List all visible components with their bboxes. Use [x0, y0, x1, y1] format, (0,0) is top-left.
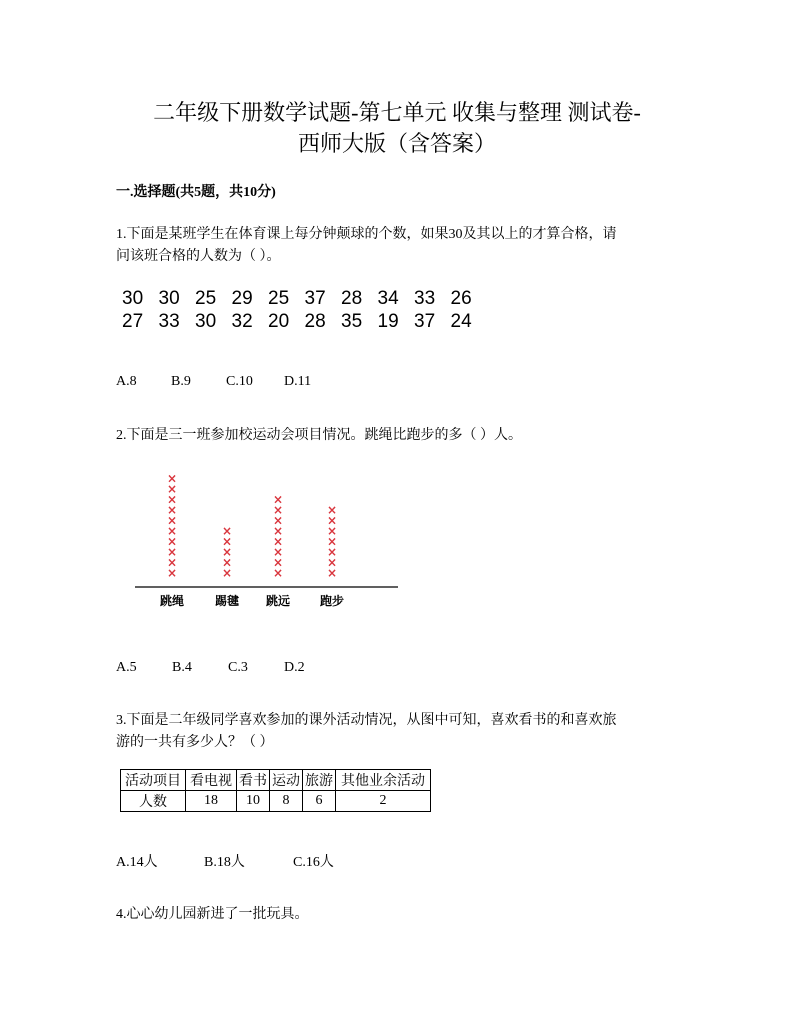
chart-category-label: 跑步	[319, 594, 345, 608]
chart-marker: ×	[326, 513, 338, 528]
chart-marker: ×	[166, 555, 178, 570]
number-cell: 33	[414, 288, 436, 309]
number-cell: 34	[377, 288, 399, 309]
number-cell: 28	[304, 311, 326, 332]
chart-marker: ×	[166, 524, 178, 538]
option-c[interactable]: C.16人	[293, 855, 334, 870]
chart-marker: ×	[272, 545, 284, 559]
question-1-options	[116, 374, 311, 390]
option-a[interactable]: A.14人	[116, 855, 158, 870]
table-cell: 2	[336, 791, 431, 812]
chart-category-label: 跳远	[265, 594, 291, 608]
number-cell: 24	[450, 311, 472, 332]
number-cell: 30	[158, 288, 180, 309]
chart-marker: ×	[272, 555, 284, 570]
chart-marker: ×	[326, 534, 338, 549]
section-heading: 一.选择题(共5题，共10分)	[116, 185, 276, 200]
q1-number-row-2	[122, 310, 487, 334]
chart-marker: ×	[221, 524, 233, 538]
number-cell: 28	[341, 288, 363, 309]
question-4-text: 4.心心幼儿园新进了一批玩具。	[116, 907, 309, 922]
chart-marker: ×	[166, 534, 178, 549]
chart-labels	[160, 593, 344, 608]
table-row	[121, 791, 431, 812]
chart-category-label: 踢毽	[214, 594, 240, 608]
table-cell: 8	[270, 791, 303, 812]
number-cell: 35	[341, 311, 363, 332]
option-d[interactable]: D.11	[284, 374, 312, 389]
question-2-options	[116, 660, 305, 676]
chart-marker: ×	[326, 524, 338, 538]
table-header-row	[121, 770, 431, 791]
chart-marker: ×	[221, 566, 233, 580]
chart-marker: ×	[272, 566, 284, 580]
page-title-line-1: 二年级下册数学试题-第七单元 收集与整理 测试卷-	[153, 100, 641, 125]
option-a[interactable]: A.8	[116, 374, 137, 389]
option-b[interactable]: B.18人	[204, 855, 245, 870]
chart-category-label: 跳绳	[159, 594, 185, 608]
chart-marker: ×	[166, 482, 178, 496]
chart-marker: ×	[221, 555, 233, 570]
number-cell: 37	[304, 288, 326, 309]
number-cell: 25	[268, 288, 290, 309]
table-cell: 6	[303, 791, 336, 812]
chart-marker: ×	[272, 513, 284, 528]
table-header-cell: 运动	[270, 770, 303, 791]
chart-marker: ×	[166, 545, 178, 559]
chart-marker: ×	[166, 492, 178, 507]
chart-marker: ×	[272, 492, 284, 507]
number-cell: 19	[377, 311, 399, 332]
number-cell: 32	[231, 311, 253, 332]
question-3-options	[116, 851, 334, 871]
option-b[interactable]: B.9	[171, 374, 191, 389]
number-cell: 30	[195, 311, 217, 332]
table-cell: 人数	[121, 791, 186, 812]
chart-marker: ×	[326, 555, 338, 570]
table-header-cell: 看电视	[186, 770, 237, 791]
question-1-line-2: 问该班合格的人数为（ ）。	[116, 249, 281, 264]
table-cell: 10	[237, 791, 270, 812]
dot-plot-chart	[130, 466, 405, 616]
chart-marker: ×	[272, 534, 284, 549]
number-cell: 25	[195, 288, 217, 309]
number-cell: 37	[414, 311, 436, 332]
activity-table	[120, 769, 431, 812]
table-header-cell: 旅游	[303, 770, 336, 791]
chart-marker: ×	[166, 513, 178, 528]
option-c[interactable]: C.3	[228, 660, 248, 675]
chart-marker: ×	[326, 545, 338, 559]
option-c[interactable]: C.10	[226, 374, 253, 389]
number-cell: 20	[268, 311, 290, 332]
chart-marker: ×	[272, 524, 284, 538]
chart-marks	[167, 472, 337, 581]
table-cell: 18	[186, 791, 237, 812]
number-cell: 26	[450, 288, 472, 309]
option-d[interactable]: D.2	[284, 660, 305, 675]
question-3-line-1: 3.下面是二年级同学喜欢参加的课外活动情况，从图中可知，喜欢看书的和喜欢旅	[116, 713, 617, 728]
chart-marker: ×	[166, 503, 178, 517]
number-cell: 33	[158, 311, 180, 332]
chart-marker: ×	[221, 534, 233, 549]
chart-marker: ×	[166, 471, 178, 486]
question-3-line-2: 游的一共有多少人？（ ）	[116, 735, 274, 750]
number-cell: 27	[122, 311, 144, 332]
question-2-text: 2.下面是三一班参加校运动会项目情况。跳绳比跑步的多（ ）人。	[116, 428, 522, 443]
chart-marker: ×	[221, 545, 233, 559]
table-header-cell: 活动项目	[121, 770, 186, 791]
chart-marker: ×	[326, 503, 338, 517]
q1-number-row-1	[122, 287, 487, 311]
option-a[interactable]: A.5	[116, 660, 137, 675]
table-header-cell: 其他业余活动	[336, 770, 431, 791]
chart-marker: ×	[166, 566, 178, 580]
chart-marker: ×	[326, 566, 338, 580]
table-header-cell: 看书	[237, 770, 270, 791]
number-cell: 29	[231, 288, 253, 309]
question-1-line-1: 1.下面是某班学生在体育课上每分钟颠球的个数，如果30及其以上的才算合格，请	[116, 227, 617, 242]
chart-marker: ×	[272, 503, 284, 517]
number-cell: 30	[122, 288, 144, 309]
page-title-line-2: 西师大版（含答案）	[297, 131, 496, 156]
option-b[interactable]: B.4	[172, 660, 192, 675]
